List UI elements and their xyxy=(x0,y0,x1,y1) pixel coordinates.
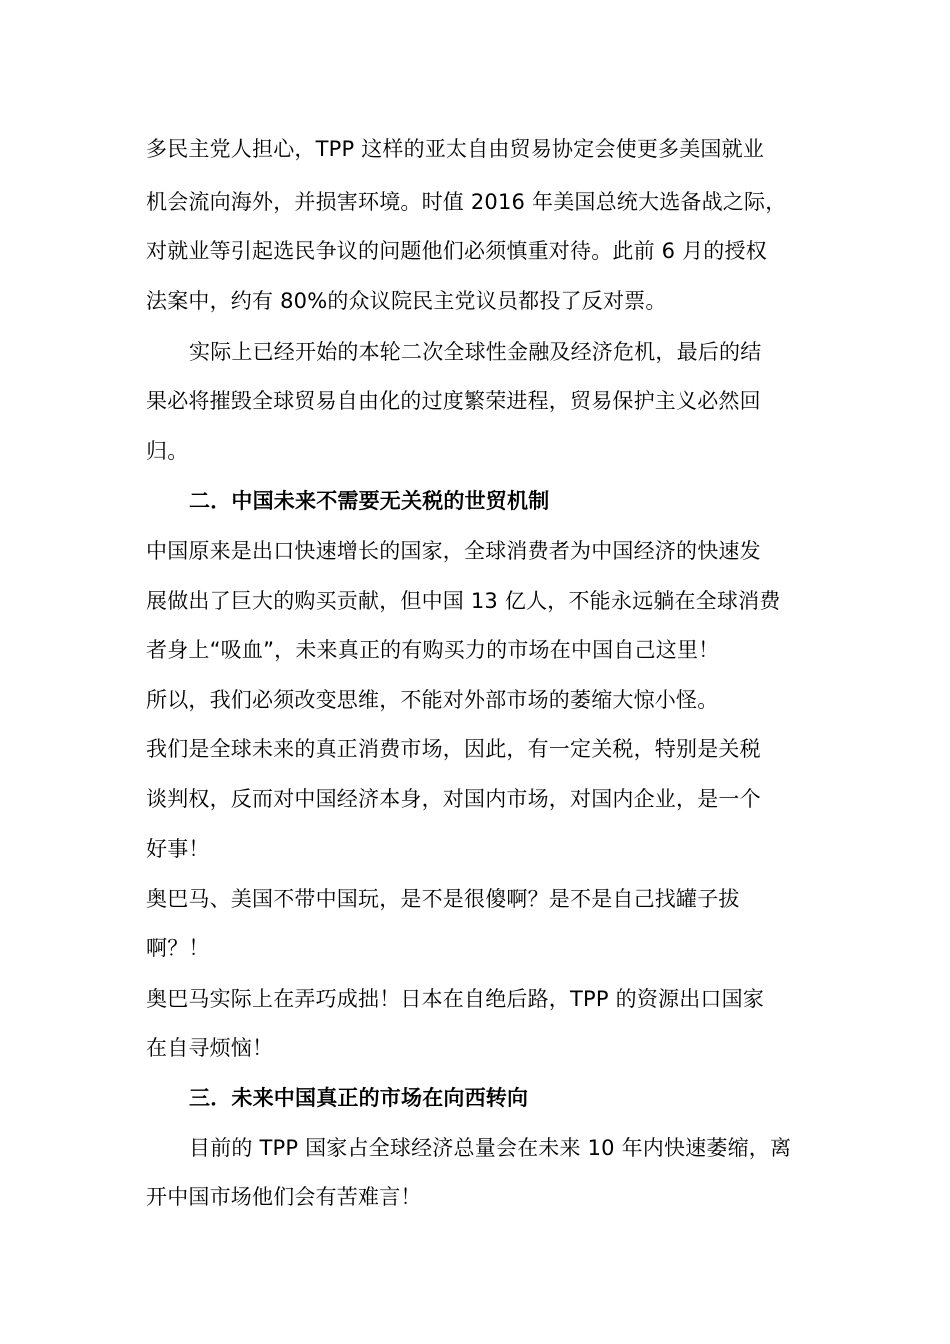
text-line: 谈判权，反而对中国经济本身，对国内市场，对国内企业，是一个 xyxy=(146,787,761,811)
text-line: 多民主党人担心，TPP 这样的亚太自由贸易协定会使更多美国就业 xyxy=(146,137,765,161)
text-line: 对就业等引起选民争议的问题他们必须慎重对待。此前 6 月的授权 xyxy=(146,239,767,263)
text-line: 奥巴马、美国不带中国玩，是不是很傻啊？是不是自己找罐子拔 xyxy=(146,887,740,911)
text-line: 目前的 TPP 国家占全球经济总量会在未来 10 年内快速萎缩，离 xyxy=(189,1136,792,1160)
text-line: 者身上“吸血”，未来真正的有购买力的市场在中国自己这里！ xyxy=(146,638,720,662)
text-line: 中国原来是出口快速增长的国家，全球消费者为中国经济的快速发 xyxy=(146,539,761,563)
text-line: 我们是全球未来的真正消费市场，因此，有一定关税，特别是关税 xyxy=(146,737,761,761)
text-line: 归。 xyxy=(146,439,189,463)
text-line: 所以，我们必须改变思维，不能对外部市场的萎缩大惊小怪。 xyxy=(146,688,719,712)
section-heading: 二．中国未来不需要无关税的世贸机制 xyxy=(189,489,550,513)
text-line: 奥巴马实际上在弄巧成拙！日本在自绝后路，TPP 的资源出口国家 xyxy=(146,987,765,1011)
text-line: 好事！ xyxy=(146,837,210,861)
text-line: 啊？！ xyxy=(146,936,210,960)
text-line: 法案中，约有 80%的众议院民主党议员都投了反对票。 xyxy=(146,289,667,313)
text-line: 果必将摧毁全球贸易自由化的过度繁荣进程，贸易保护主义必然回 xyxy=(146,389,761,413)
section-heading: 三．未来中国真正的市场在向西转向 xyxy=(189,1086,529,1110)
text-line: 开中国市场他们会有苦难言！ xyxy=(146,1185,422,1209)
text-line: 机会流向海外，并损害环境。时值 2016 年美国总统大选备战之际， xyxy=(146,190,787,214)
text-line: 展做出了巨大的购买贡献，但中国 13 亿人，不能永远躺在全球消费 xyxy=(146,589,781,613)
text-line: 实际上已经开始的本轮二次全球性金融及经济危机，最后的结 xyxy=(189,340,762,364)
text-line: 在自寻烦恼！ xyxy=(146,1036,274,1060)
